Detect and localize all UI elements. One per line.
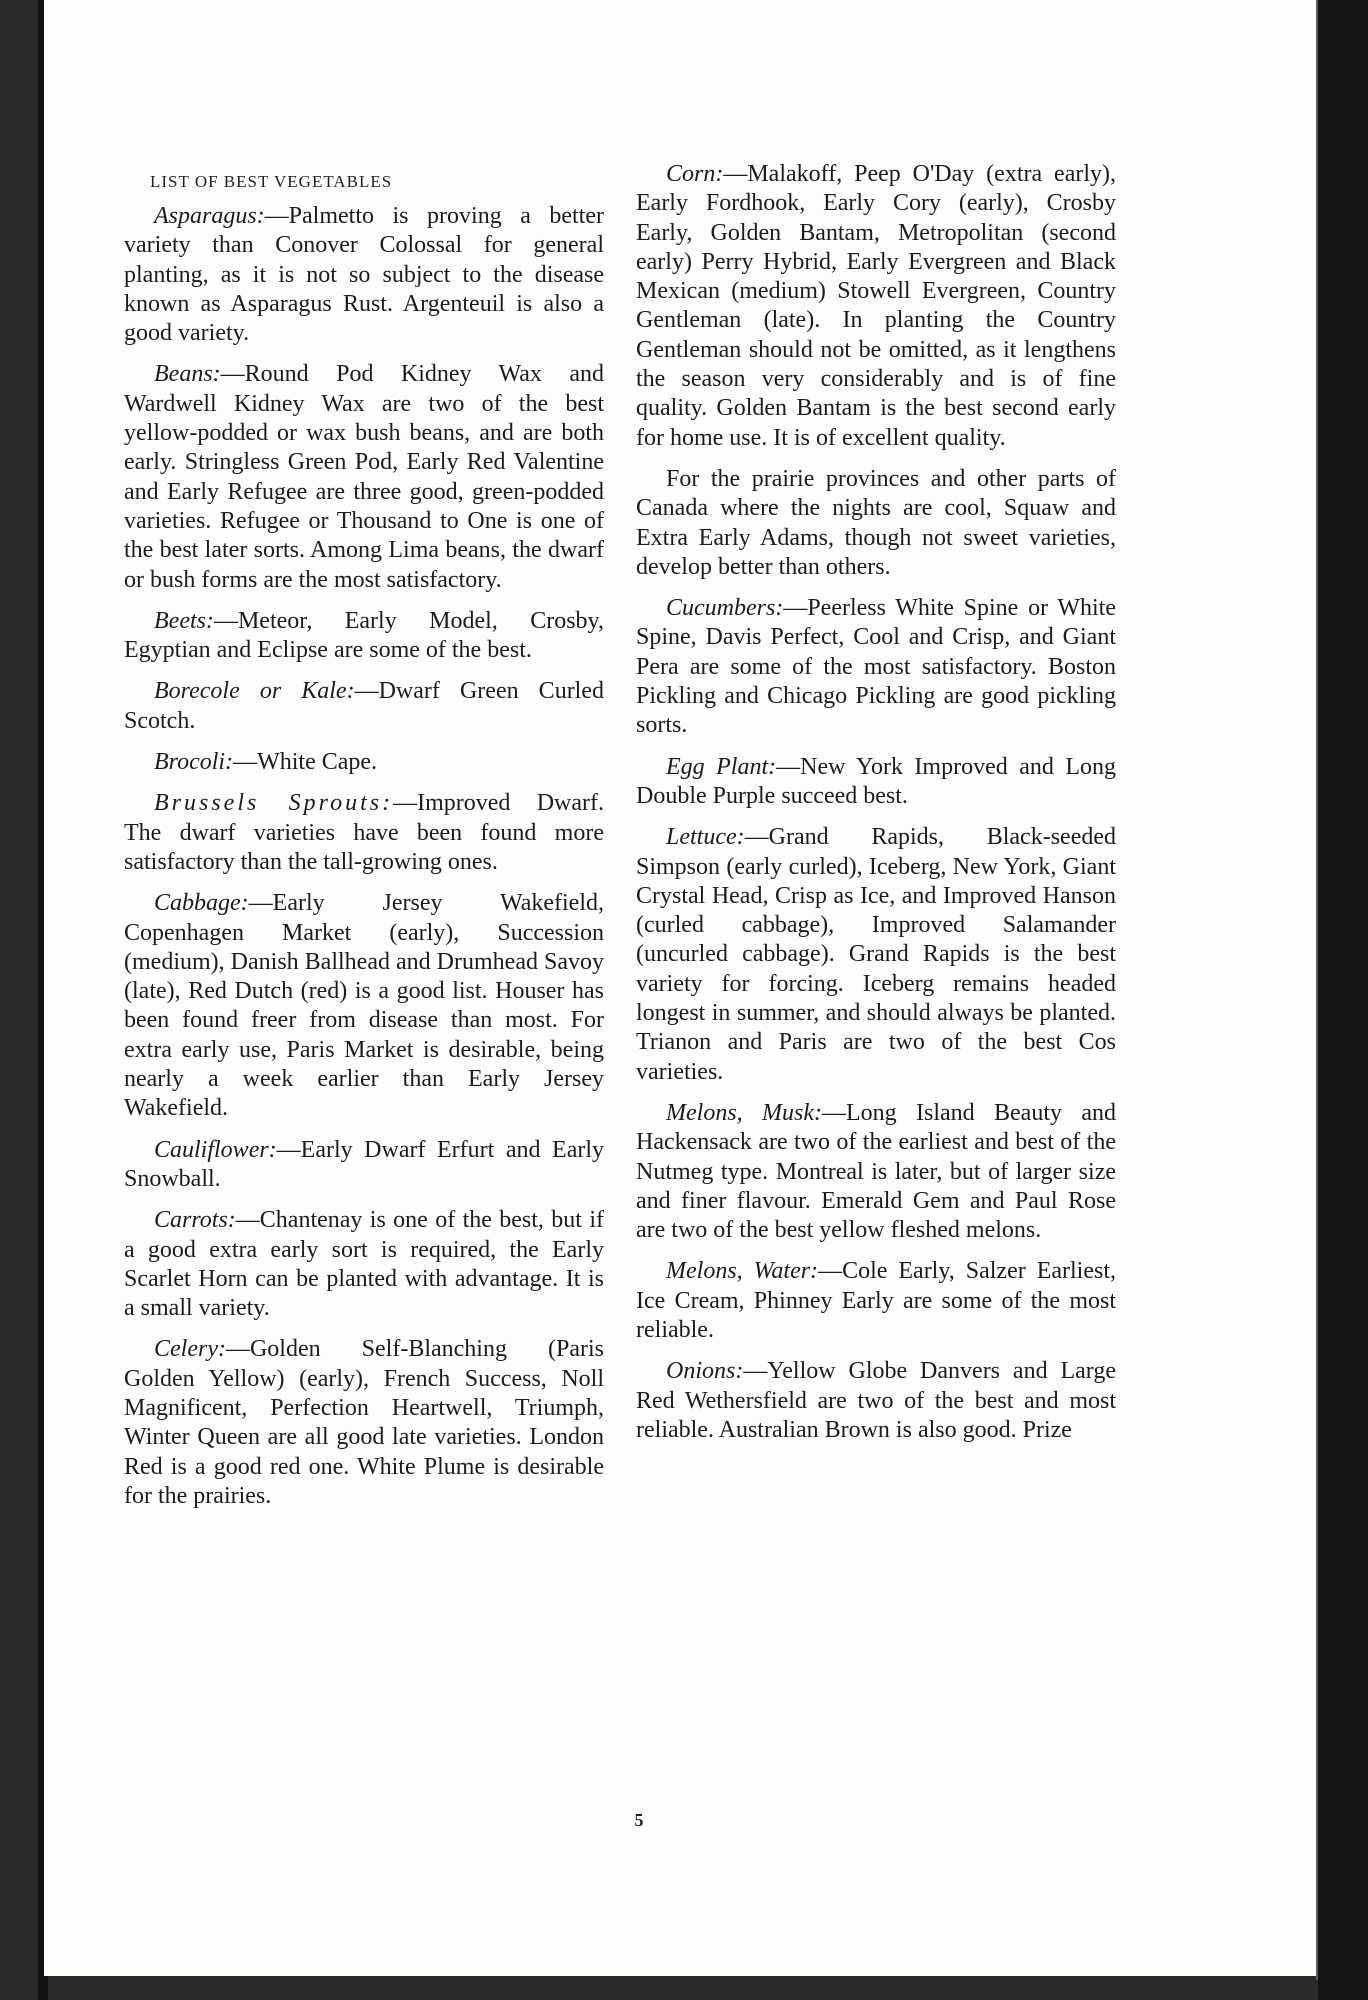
entry-brussels-sprouts [124, 789, 604, 877]
entry-text: —Cole Early, Salzer Earliest, Ice Cream, Phinney Early are some of the most reliable. [636, 1258, 1117, 1343]
entry-term: Corn: [666, 161, 724, 187]
entry-beets [124, 607, 604, 666]
entry-celery [124, 1335, 604, 1511]
entry-lettuce [636, 823, 1116, 1087]
entry-text: —Chantenay is one of the best, but if a good extra early sort is required, the Early Scarlet Horn can be planted with advantage. It is a small variety. [124, 1207, 604, 1322]
entry-term: Onions: [666, 1358, 744, 1385]
entry-term: Beans: [154, 361, 221, 388]
entry-text: —Yellow Globe Danvers and Large Red Wethersfield are two of the best and most reliable. Australian Brown is also good. Prize [636, 1358, 1116, 1443]
page-number: 5 [634, 1810, 644, 1830]
entry-term: Carrots: [154, 1207, 236, 1234]
entry-text: —Early Dwarf Erfurt and Early Snowball. [124, 1136, 604, 1192]
entry-melons-water [636, 1257, 1116, 1345]
entry-text: —Meteor, Early Model, Crosby, Egyptian and Eclipse are some of the best. [124, 607, 604, 664]
entry-cabbage [124, 889, 604, 1123]
entry-term: Brocoli: [154, 749, 234, 776]
entry-text: —Long Island Beauty and Hackensack are two of the earliest and best of the Nutmeg type. Montreal is later, but of larger size and finer flavour. Emerald Gem and Paul Rose are two of the best yellow fleshed melons. [636, 1099, 1116, 1244]
entry-text: —Golden Self-Blanching (Paris Golden Yellow) (early), French Success, Noll Magnificent, Perfection Heartwell, Triumph, Winter Queen are all good late varieties. London Red is a good red one. White Plume is desirable for the prairies. [124, 1336, 604, 1509]
entry-term: Beets: [154, 607, 214, 634]
left-column [124, 160, 604, 1523]
entry-asparagus [124, 202, 604, 348]
entry-text: —New York Improved and Long Double Purple succeed best. [636, 753, 1116, 809]
entry-text: —Dwarf Green Curled Scotch. [124, 678, 604, 734]
entry-corn-prairie [636, 465, 1116, 582]
entry-term: Melons, Musk: [666, 1099, 822, 1126]
entry-term: Melons, Water: [666, 1258, 819, 1285]
entry-text: —Early Jersey Wakefield, Copenhagen Market (early), Succession (medium), Danish Ballhead and Drumhead Savoy (late), Red Dutch (red) is a good list. Houser has been found freer from disease than most. For extra early use, Paris Market is desirable, being nearly a week earlier than Early Jersey Wakefield. [124, 890, 604, 1122]
entry-text: —Round Pod Kidney Wax and Wardwell Kidney Wax are two of the best yellow-podded or wax bush beans, and are both early. Stringless Green Pod, Early Red Valentine and Early Refugee are three good, green-podded varieties. Refugee or Thousand to One is one of the best later sorts. Among Lima beans, the dwarf or bush forms are the most satisfactory. [124, 361, 604, 593]
entry-text: For the prairie provinces and other parts of Canada where the nights are cool, Squaw and Extra Early Adams, though not sweet varieties, develop better than others. [636, 465, 1116, 580]
binding-edge-right [1318, 0, 1368, 2000]
entry-text: —Grand Rapids, Black-seeded Simpson (early curled), Iceberg, New York, Giant Crystal Head, Crisp as Ice, and Improved Hanson (curled cabbage), Improved Salamander (uncurled cabbage). Grand Rapids is the best variety for forcing. Iceberg remains headed longest in summer, and should always be planted. Trianon and Paris are two of the best Cos varieties. [636, 824, 1116, 1085]
entry-borecole [124, 677, 604, 736]
entry-term: Cauliflower: [154, 1136, 277, 1163]
entry-text: —Palmetto is proving a better variety than Conover Colossal for general planting, as it is not so subject to the disease known as Asparagus Rust. Argenteuil is also a good variety. [124, 203, 604, 347]
entry-cucumbers [636, 594, 1116, 740]
entry-term: Lettuce: [666, 824, 745, 851]
section-heading: LIST OF BEST VEGETABLES [150, 172, 393, 191]
entry-term: Celery: [154, 1336, 226, 1363]
entry-term: Cucumbers: [666, 595, 784, 622]
right-column [636, 160, 1116, 1457]
entry-beans [124, 360, 604, 594]
entry-melons-musk [636, 1099, 1116, 1245]
entry-onions [636, 1357, 1116, 1445]
entry-brocoli [124, 748, 604, 777]
entry-text: —Malakoff, Peep O'Day (extra early), Early Fordhook, Early Cory (early), Crosby Early, Golden Bantam, Metropolitan (second early) Perry Hybrid, Early Evergreen and Black Mexican (medium) Stowell Evergreen, Country Gentleman (late). In planting the Country Gentleman should not be omitted, as it lengthens the season very considerably and is of fine quality. Golden Bantam is the best second early for home use. It is of excellent quality. [636, 161, 1116, 451]
entry-term: Cabbage: [154, 890, 249, 917]
entry-cauliflower [124, 1136, 604, 1195]
entry-text: —Improved Dwarf. The dwarf varieties have been found more satisfactory than the tall-growing ones. [124, 790, 604, 875]
entry-text: —Peerless White Spine or White Spine, Davis Perfect, Cool and Crisp, and Giant Pera are some of the most satisfactory. Boston Pickling and Chicago Pickling are good pickling sorts. [636, 595, 1116, 739]
entry-egg-plant [636, 753, 1116, 812]
entry-term: Asparagus: [154, 203, 265, 229]
entry-term: Brussels Sprouts: [154, 790, 394, 817]
entry-carrots [124, 1206, 604, 1323]
entry-corn [636, 160, 1116, 453]
entry-term: Borecole or Kale: [154, 678, 355, 705]
entry-text: —White Cape. [233, 749, 378, 776]
entry-term: Egg Plant: [666, 753, 777, 780]
